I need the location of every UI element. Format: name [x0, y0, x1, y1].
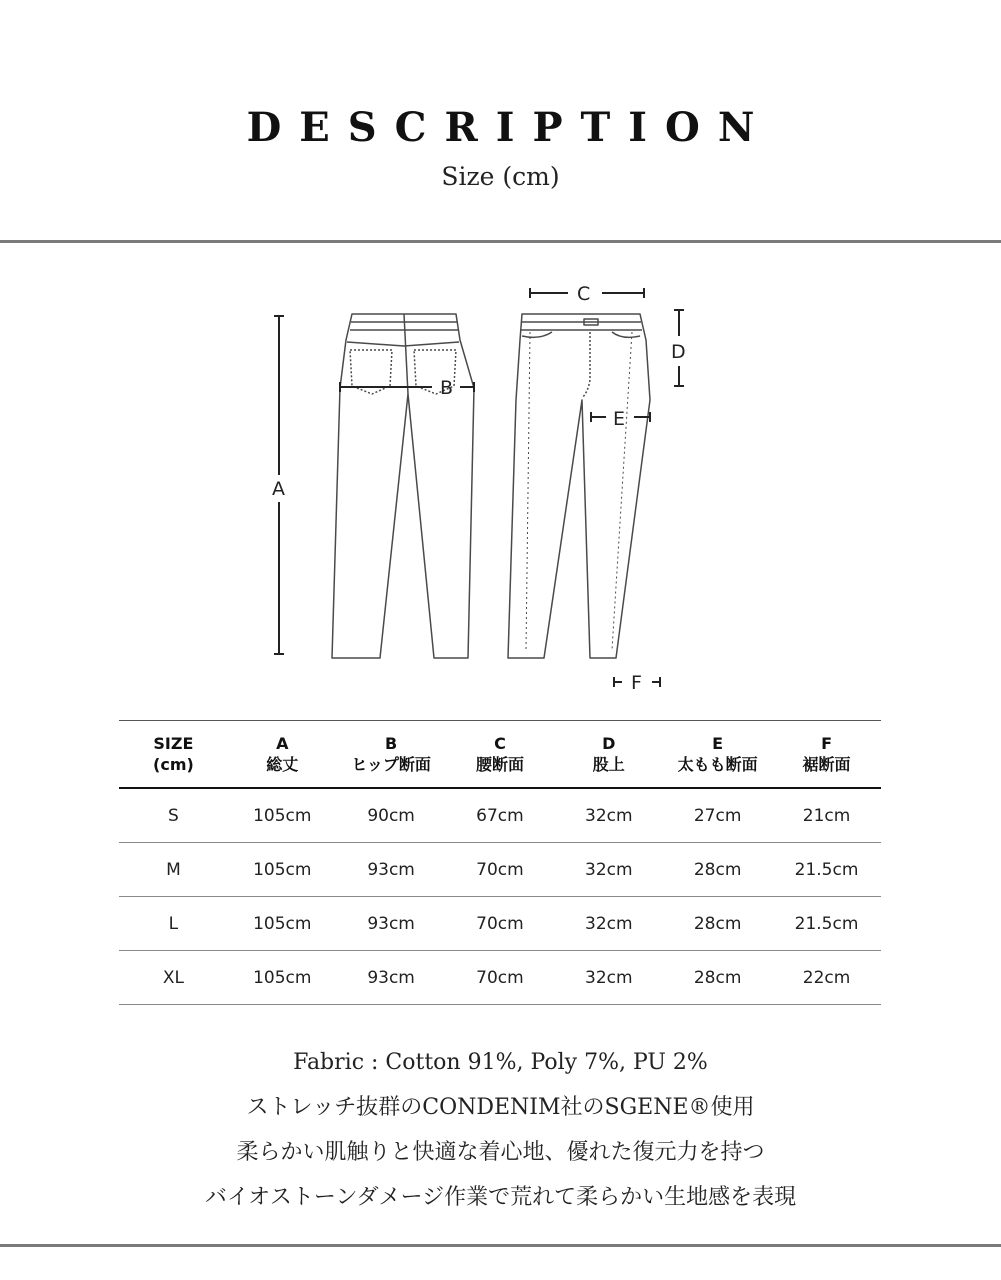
size-table [119, 720, 881, 1005]
column-header-c: C 腰断面 [475, 734, 524, 774]
table-row [119, 897, 881, 951]
table-cell: L [168, 913, 179, 934]
table-cell: XL [162, 967, 184, 988]
table-cell: 21cm [802, 805, 851, 826]
table-cell: 22cm [802, 967, 851, 988]
table-cell: 67cm [476, 805, 524, 826]
table-row [119, 843, 881, 897]
column-header-b: B ヒップ断面 [351, 734, 431, 774]
pants-front-outline [508, 314, 650, 658]
column-header-a: A 総丈 [266, 734, 299, 774]
dimension-label-a: A [272, 478, 285, 500]
column-header-size: SIZE (cm) [153, 734, 194, 774]
dimension-label-e: E [613, 408, 626, 430]
table-cell: 93cm [367, 859, 415, 880]
column-header-e: E 太もも断面 [677, 734, 758, 774]
table-cell: S [168, 805, 179, 826]
table-row [119, 788, 881, 843]
table-row [119, 951, 881, 1005]
pants-front-inner-stitch [526, 332, 632, 650]
pants-diagram [0, 270, 1001, 700]
table-cell: 93cm [367, 967, 415, 988]
bottom-divider [0, 1244, 1001, 1247]
table-cell: 105cm [253, 859, 312, 880]
stretch-note: ストレッチ抜群のCONDENIM社のSGENE®使用 [246, 1095, 755, 1120]
table-cell: 21.5cm [794, 859, 859, 880]
pants-back-yoke [347, 342, 459, 346]
table-cell: 28cm [693, 913, 742, 934]
comfort-note: 柔らかい肌触りと快適な着心地、優れた復元力を持つ [236, 1140, 765, 1165]
pants-front-waistband [520, 322, 642, 330]
pants-front-pocket-right [612, 332, 640, 337]
table-cell: M [166, 859, 181, 880]
product-notes [0, 1040, 1001, 1220]
column-header-d: D 股上 [592, 734, 625, 774]
table-cell: 93cm [367, 913, 415, 934]
dimension-label-b: B [440, 377, 454, 399]
table-cell: 70cm [476, 913, 524, 934]
dimension-label-c: C [577, 283, 591, 305]
table-cell: 32cm [585, 967, 633, 988]
column-header-f: F 裾断面 [802, 734, 851, 774]
page-title: DESCRIPTION [246, 104, 773, 151]
table-cell: 28cm [693, 859, 742, 880]
pants-front-pocket-left [522, 332, 552, 337]
table-cell: 105cm [253, 913, 312, 934]
table-cell: 32cm [585, 859, 633, 880]
dimension-label-f: F [631, 672, 642, 694]
table-cell: 32cm [585, 805, 633, 826]
table-cell: 70cm [476, 859, 524, 880]
table-cell: 90cm [367, 805, 415, 826]
table-cell: 105cm [253, 805, 312, 826]
table-cell: 28cm [693, 967, 742, 988]
dimension-label-d: D [671, 341, 686, 363]
pants-back-outline [332, 314, 474, 658]
size-table-header [119, 721, 881, 789]
table-cell: 32cm [585, 913, 633, 934]
fabric-note: Fabric : Cotton 91%, Poly 7%, PU 2% [293, 1050, 708, 1075]
table-cell: 70cm [476, 967, 524, 988]
pants-front-fly [582, 332, 590, 398]
table-cell: 27cm [693, 805, 742, 826]
top-divider [0, 240, 1001, 243]
page-subtitle: Size (cm) [441, 162, 560, 191]
table-cell: 105cm [253, 967, 312, 988]
damage-note: バイオストーンダメージ作業で荒れて柔らかい生地感を表現 [204, 1185, 797, 1210]
pants-back-center-seam [404, 314, 408, 394]
table-cell: 21.5cm [794, 913, 859, 934]
